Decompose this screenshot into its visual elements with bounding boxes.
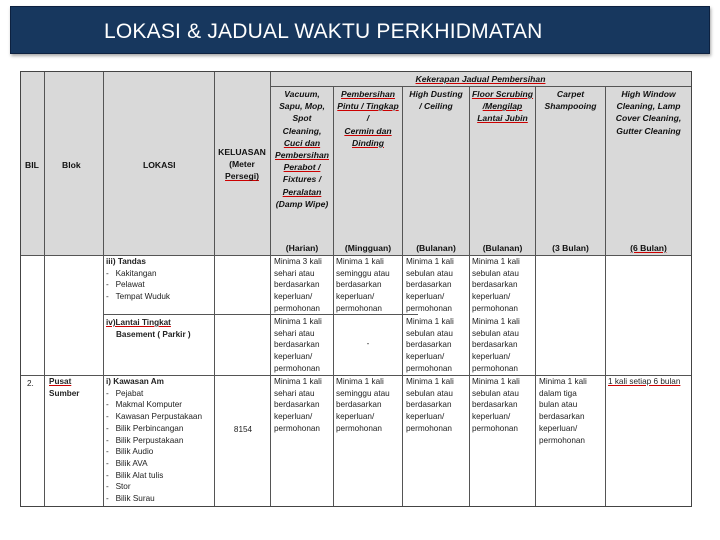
freq-bulanan-floor: (Bulanan): [482, 243, 523, 253]
row3-keluasan: 8154: [233, 425, 253, 434]
page-title: LOKASI & JADUAL WAKTU PERKHIDMATAN: [104, 20, 543, 43]
row2-lokasi: iv)Lantai Tingkat Basement ( Parkir ): [106, 318, 191, 339]
header-dusting: High Dusting / Ceiling: [409, 89, 463, 112]
row3-floor: Minima 1 kali sebulan atau berdasarkan keperluan/ permohonan: [472, 377, 520, 433]
row1-lokasi: iii) Tandas - Kakitangan - Pelawat - Tempat Wuduk: [106, 257, 171, 302]
row3-dusting: Minima 1 kali sebulan atau berdasarkan keperluan/ permohonan: [406, 377, 454, 433]
row1-dusting: Minima 1 kali sebulan atau berdasarkan keperluan/ permohonan: [406, 257, 454, 313]
row3-window: 1 kali setiap 6 bulan: [608, 377, 681, 386]
rule-col-blok: [103, 72, 104, 506]
row3-pintu: Minima 1 kali seminggu atau berdasarkan keperluan/ permohonan: [336, 377, 390, 433]
rule-col-dusting: [469, 86, 470, 506]
rule-col-bil: [44, 72, 45, 506]
schedule-table: [20, 71, 692, 507]
freq-3-bulan: (3 Bulan): [552, 243, 589, 253]
freq-mingguan: (Mingguan): [344, 243, 392, 253]
freq-bulanan-dusting: (Bulanan): [416, 243, 456, 253]
title-bar: [10, 6, 710, 54]
freq-harian: (Harian): [285, 243, 319, 253]
row1-pintu: Minima 1 kali seminggu atau berdasarkan keperluan/ permohonan: [336, 257, 390, 313]
row3-lokasi: i) Kawasan Am - Pejabat - Makmal Komputer - Kawasan Perpustakaan - Bilik Perbincangan - Bilik Perpustakaan - Bilik Audio - Bilik AVA - Bilik Alat tulis - Stor - Bilik Surau: [106, 377, 203, 504]
header-bil: BIL: [25, 160, 39, 170]
header-floor: Floor Scrubing /Mengilap Lantai Jubin: [471, 89, 534, 124]
header-keluasan: KELUASAN (Meter Persegi): [218, 147, 266, 182]
freq-6-bulan: (6 Bulan): [630, 243, 667, 253]
header-carpet: Carpet Shampooing: [544, 89, 597, 112]
rule-col-pintu: [402, 86, 403, 506]
header-blok: Blok: [62, 160, 81, 170]
row3-carpet: Minima 1 kali dalam tiga bulan atau berdasarkan keperluan/ permohonan: [539, 377, 587, 445]
row1-vacuum: Minima 3 kali sehari atau berdasarkan keperluan/ permohonan: [274, 257, 322, 313]
row3-blok: Pusat Sumber: [49, 377, 80, 398]
rule-col-floor: [535, 86, 536, 506]
rule-col-lokasi: [214, 72, 215, 506]
rule-col-carpet: [605, 86, 606, 506]
group-header: Kekerapan Jadual Pembersihan: [415, 74, 546, 84]
header-vacuum: Vacuum, Sapu, Mop, Spot Cleaning, Cuci dan Pembersihan Perabot / Fixtures / Peralatan (Damp Wipe): [275, 89, 329, 209]
row2-vacuum: Minima 1 kali sehari atau berdasarkan keperluan/ permohonan: [274, 317, 322, 373]
row2-pintu: -: [366, 339, 370, 348]
row3-vacuum: Minima 1 kali sehari atau berdasarkan keperluan/ permohonan: [274, 377, 322, 433]
header-pintu: Pembersihan Pintu / Tingkap / Cermin dan Dinding: [337, 89, 399, 148]
row3-bil: 2.: [27, 379, 34, 388]
header-window: High Window Cleaning, Lamp Cover Cleaning, Gutter Cleaning: [615, 89, 682, 136]
row2-dusting: Minima 1 kali sebulan atau berdasarkan keperluan/ permohonan: [406, 317, 454, 373]
row1-floor: Minima 1 kali sebulan atau berdasarkan keperluan/ permohonan: [472, 257, 520, 313]
row2-floor: Minima 1 kali sebulan atau berdasarkan keperluan/ permohonan: [472, 317, 520, 373]
header-lokasi: LOKASI: [143, 160, 176, 170]
